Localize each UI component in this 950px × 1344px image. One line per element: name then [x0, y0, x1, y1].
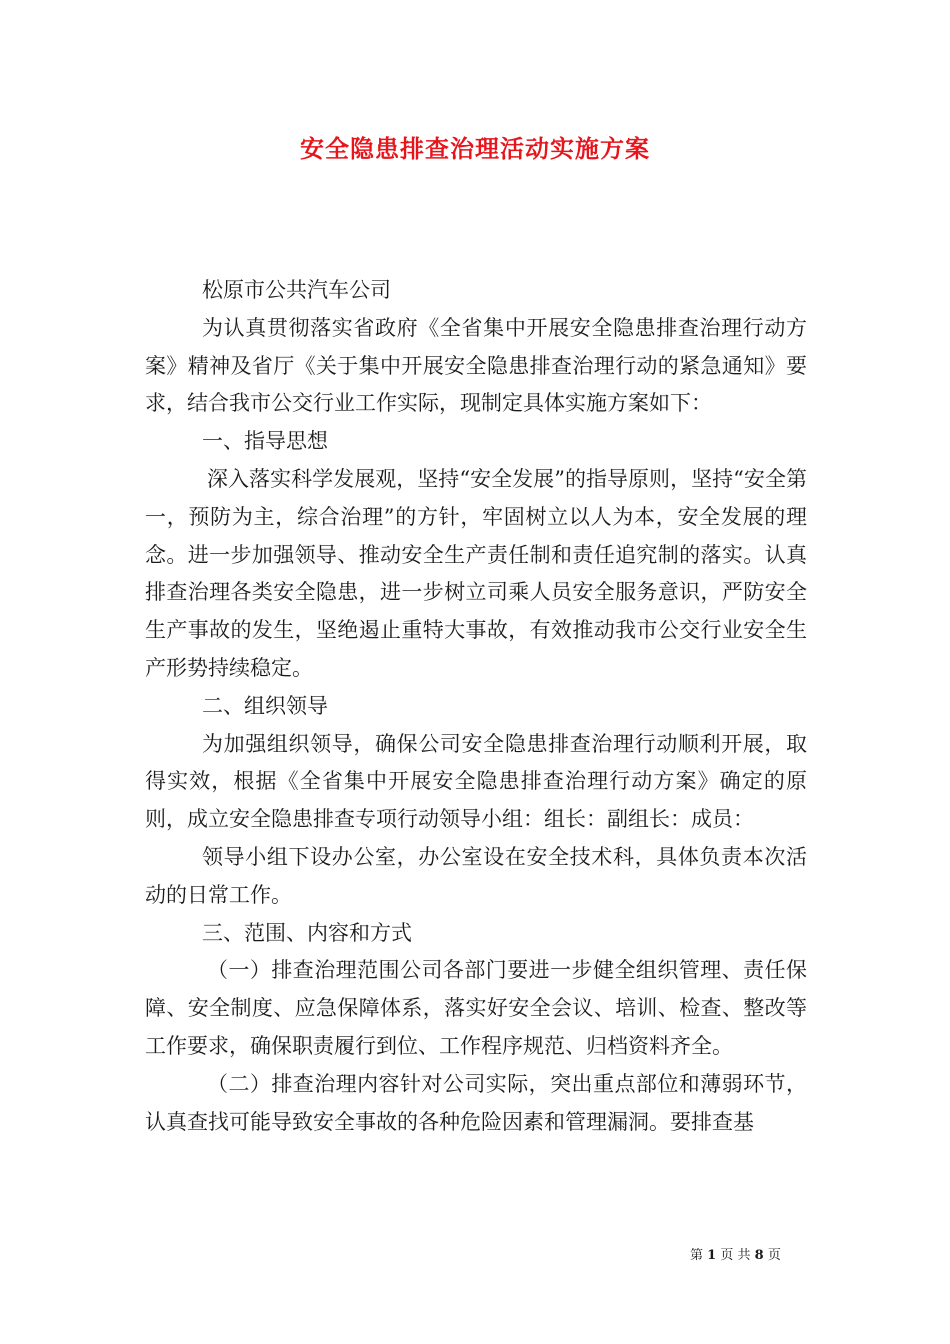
document-body: [145, 272, 807, 1141]
footer-prefix: 第: [690, 1248, 704, 1263]
footer-current-page: 1: [707, 1248, 717, 1263]
paragraph-scope-2: （二）排查治理内容针对公司实际，突出重点部位和薄弱环节，认真查找可能导致安全事故的各种危险因素和管理漏洞。要排查基: [145, 1071, 807, 1134]
footer-suffix: 页: [767, 1248, 781, 1263]
heading-organization: 二、组织领导: [202, 693, 328, 718]
footer-middle: 页 共: [720, 1248, 751, 1263]
heading-scope: 三、范围、内容和方式: [202, 920, 412, 945]
footer-total-pages: 8: [754, 1248, 764, 1263]
paragraph-guiding-ideology: 深入落实科学发展观，坚持“安全发展”的指导原则，坚持“安全第一，预防为主，综合治理”的方针，牢固树立以人为本，安全发展的理念。进一步加强领导、推动安全生产责任制和责任追究制的落实。认真排查治理各类安全隐患，进一步树立司乘人员安全服务意识，严防安全生产事故的发生，坚绝遏止重特大事故，有效推动我市公交行业安全生产形势持续稳定。: [145, 466, 807, 680]
paragraph-intro: 为认真贯彻落实省政府《全省集中开展安全隐患排查治理行动方案》精神及省厅《关于集中开展安全隐患排查治理行动的紧急通知》要求，结合我市公交行业工作实际，现制定具体实施方案如下：: [145, 315, 807, 416]
heading-guiding-ideology: 一、指导思想: [202, 429, 328, 454]
page-number-footer: [690, 1246, 890, 1266]
document-title: 安全隐患排查治理活动实施方案: [300, 134, 650, 163]
paragraph-organization: 为加强组织领导，确保公司安全隐患排查治理行动顺利开展，取得实效，根据《全省集中开展安全隐患排查治理行动方案》确定的原则，成立安全隐患排查专项行动领导小组：组长：副组长：成员：: [145, 731, 807, 832]
paragraph-company: 松原市公共汽车公司: [202, 278, 391, 302]
paragraph-scope-1: （一）排查治理范围公司各部门要进一步健全组织管理、责任保障、安全制度、应急保障体系，落实好安全会议、培训、检查、整改等工作要求，确保职责履行到位、工作程序规范、归档资料齐全。: [145, 958, 807, 1058]
paragraph-office: 领导小组下设办公室，办公室设在安全技术科，具体负责本次活动的日常工作。: [145, 844, 807, 907]
